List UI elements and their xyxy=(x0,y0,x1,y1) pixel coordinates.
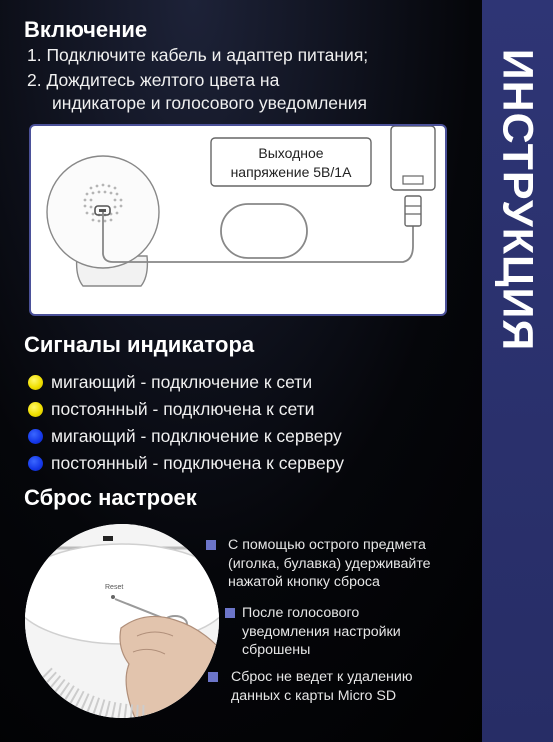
signal-item xyxy=(28,452,344,474)
reset-note xyxy=(228,536,431,592)
power-on-title: Включение xyxy=(24,17,148,42)
reset-note-line: (иголка, булавка) удерживайте xyxy=(228,555,431,572)
bullet-square-icon xyxy=(225,608,235,618)
reset-note-line: уведомления настройки xyxy=(242,623,401,640)
adapter-label-line-2: напряжение 5В/1А xyxy=(230,164,352,180)
signal-text: постоянный - подключена к сети xyxy=(51,398,315,419)
step-2-continued: индикаторе и голосового уведомления xyxy=(52,93,367,113)
signals-title: Сигналы индикатора xyxy=(24,332,255,357)
yellow-indicator-icon xyxy=(28,402,43,417)
reset-note-line: С помощью острого предмета xyxy=(228,537,426,553)
reset-title: Сброс настроек xyxy=(24,485,197,510)
reset-note-line: данных с карты Micro SD xyxy=(231,687,397,704)
reset-note xyxy=(242,604,401,660)
banner-title: ИНСТРУКЦИЯ xyxy=(493,48,542,352)
reset-note-line: нажатой кнопку сброса xyxy=(228,574,380,590)
reset-note xyxy=(231,668,412,705)
blue-indicator-icon xyxy=(28,429,43,444)
device-connection-illustration xyxy=(31,126,445,314)
reset-photo xyxy=(25,524,219,718)
signal-text: постоянный - подключена к серверу xyxy=(51,452,345,473)
yellow-indicator-icon xyxy=(28,375,43,390)
signal-text: мигающий - подключение к сети xyxy=(51,371,313,392)
power-adapter-icon xyxy=(391,126,435,190)
signal-item xyxy=(28,371,312,393)
signal-item xyxy=(28,398,314,420)
reset-note-line: После голосового xyxy=(242,605,360,621)
step-1: 1. Подключите кабель и адаптер питания; xyxy=(27,45,369,65)
adapter-label-line-1: Выходное xyxy=(258,145,324,161)
reset-button-illustration xyxy=(25,524,219,718)
reset-note-line: Сброс не ведет к удалению xyxy=(231,669,413,685)
bullet-square-icon xyxy=(208,672,218,682)
step-2: 2. Дождитесь желтого цвета на xyxy=(27,70,280,90)
bullet-square-icon xyxy=(206,540,216,550)
connection-diagram xyxy=(29,124,447,316)
reset-hole-label: Reset xyxy=(105,584,124,591)
signal-text: мигающий - подключение к серверу xyxy=(51,425,342,446)
signal-item xyxy=(28,425,342,447)
reset-note-line: сброшены xyxy=(242,642,311,658)
blue-indicator-icon xyxy=(28,456,43,471)
